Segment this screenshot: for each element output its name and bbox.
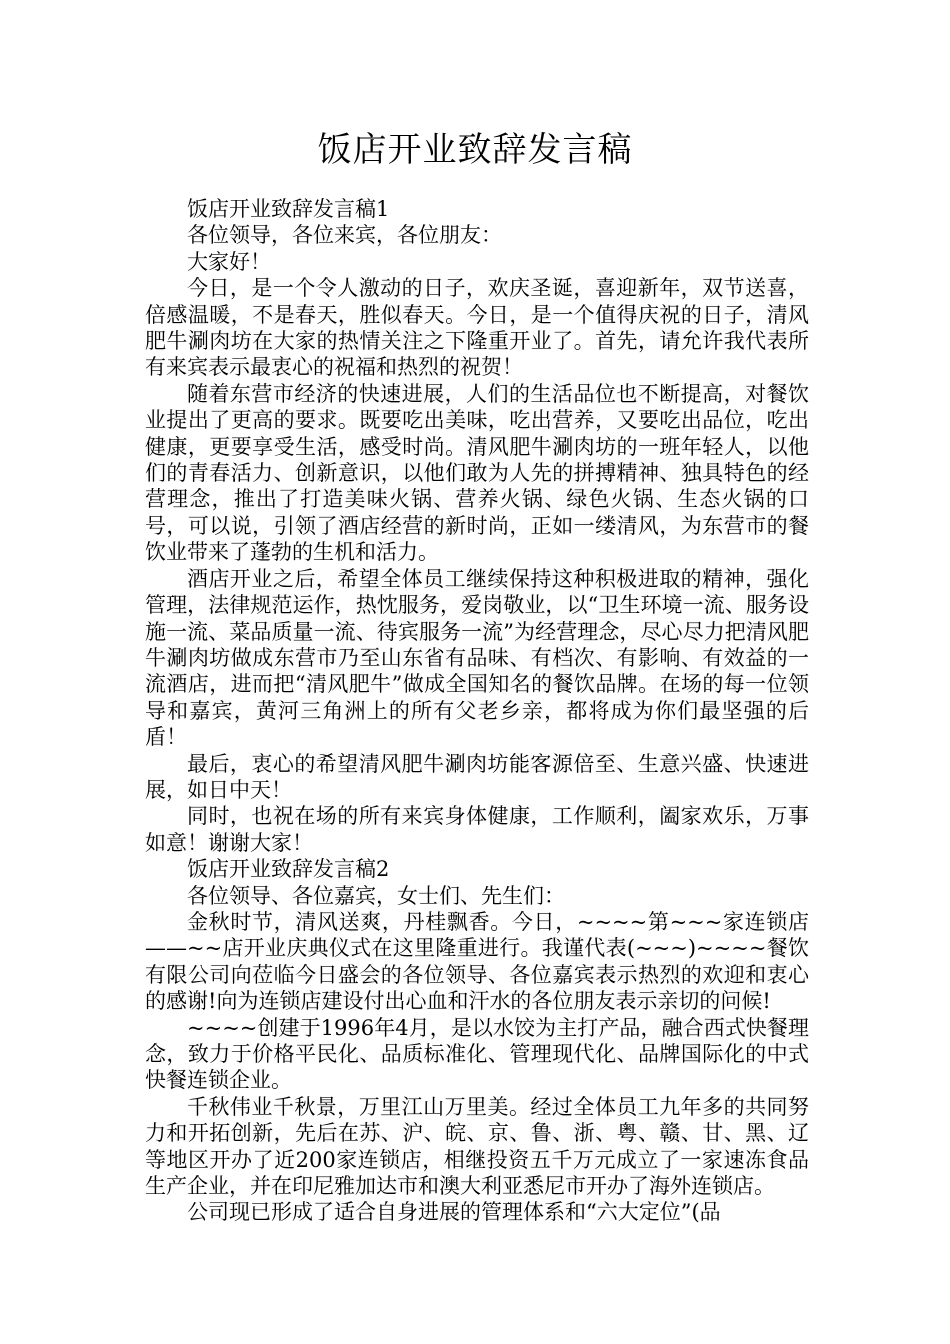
paragraph: 饭店开业致辞发言稿2 [187,857,390,882]
paragraph: 各位领导，各位来宾，各位朋友： [187,223,502,248]
paragraph: 金秋时节，清风送爽，丹桂飘香。今日，~~~~第~~~家连锁店——~~店开业庆典仪式在这里隆重进行。我谨代表(~~~)~~~~餐饮有限公司向莅临今日盛会的各位领导、各位嘉宾表示热烈的欢迎和衷心的感谢!向为连锁店建设付出心血和汗水的各位朋友表示亲切的问候! [145,909,809,1014]
document-body [145,196,809,1226]
document-title: 饭店开业致辞发言稿 [317,130,633,170]
paragraph: 今日，是一个令人激动的日子，欢庆圣诞，喜迎新年，双节送喜，倍感温暖，不是春天，胜似春天。今日，是一个值得庆祝的日子，清风肥牛涮肉坊在大家的热情关注之下隆重开业了。首先，请允许我代表所有来宾表示最衷心的祝福和热烈的祝贺！ [145,276,809,380]
paragraph: 酒店开业之后，希望全体员工继续保持这种积极进取的精神，强化管理，法律规范运作，热忱服务，爱岗敬业，以“卫生环境一流、服务设施一流、菜品质量一流、待宾服务一流”为经营理念，尽心尽力把清风肥牛涮肉坊做成东营市乃至山东省有品味、有档次、有影响、有效益的一流酒店，进而把“清风肥牛”做成全国知名的餐饮品牌。在场的每一位领导和嘉宾，黄河三角洲上的所有父老乡亲，都将成为你们最坚强的后盾！ [145,566,809,750]
paragraph: 饭店开业致辞发言稿1 [187,197,390,221]
paragraph: 随着东营市经济的快速进展，人们的生活品位也不断提高，对餐饮业提出了更高的要求。既要吃出美味，吃出营养，又要吃出品位，吃出健康，更要享受生活，感受时尚。清风肥牛涮肉坊的一班年轻人，以他们的青春活力、创新意识，以他们敢为人先的拼搏精神、独具特色的经营理念，推出了打造美味火锅、营养火锅、绿色火锅、生态火锅的口号，可以说，引领了酒店经营的新时尚，正如一缕清风，为东营市的餐饮业带来了蓬勃的生机和活力。 [145,381,809,565]
paragraph: 公司现已形成了适合自身进展的管理体系和“六大定位”(品 [187,1200,721,1225]
paragraph: 各位领导、各位嘉宾，女士们、先生们： [187,883,565,908]
paragraph: 同时，也祝在场的所有来宾身体健康，工作顺利，阖家欢乐，万事如意！谢谢大家！ [145,804,809,855]
paragraph: 大家好！ [187,249,271,274]
paragraph: 最后，衷心的希望清风肥牛涮肉坊能客源倍至、生意兴盛、快速进展，如日中天！ [145,751,809,802]
paragraph: 千秋伟业千秋景，万里江山万里美。经过全体员工九年多的共同努力和开拓创新，先后在苏、沪、皖、京、鲁、浙、粤、赣、甘、黑、辽等地区开办了近200家连锁店，相继投资五千万元成立了一家速冻食品生产企业，并在印尼雅加达市和澳大利亚悉尼市开办了海外连锁店。 [145,1094,809,1199]
paragraph: ~~~~创建于1996年4月，是以水饺为主打产品，融合西式快餐理念，致力于价格平民化、品质标准化、管理现代化、品牌国际化的中式快餐连锁企业。 [145,1015,809,1093]
